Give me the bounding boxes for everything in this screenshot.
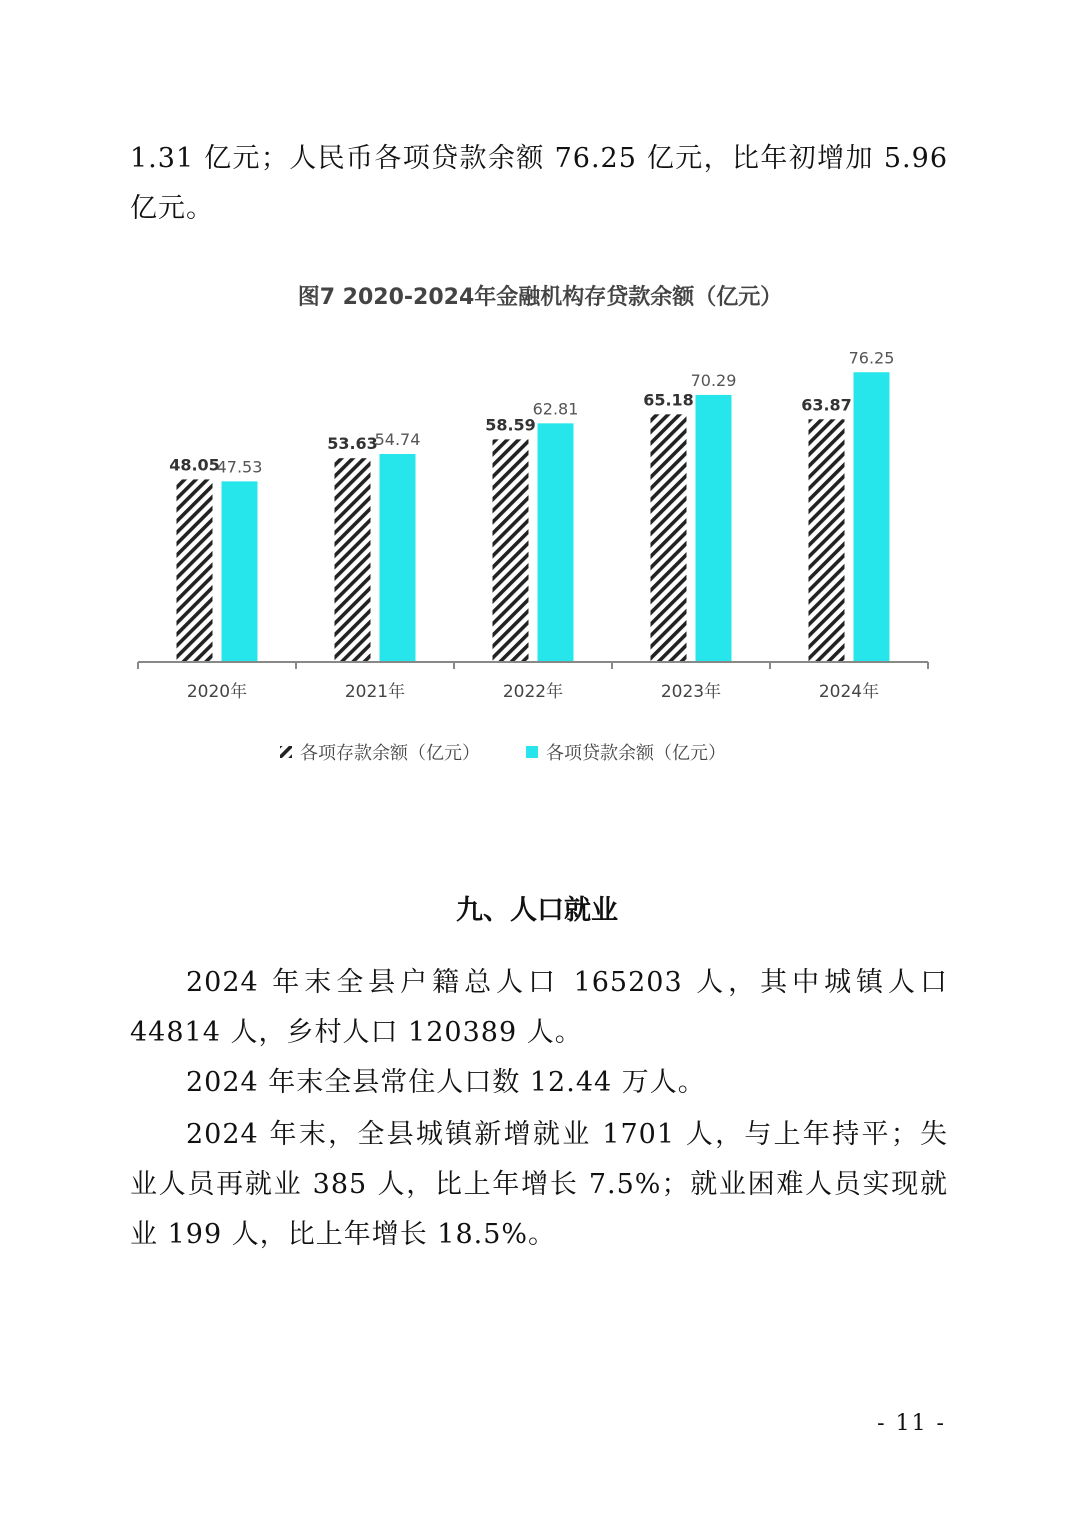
bar-loans xyxy=(222,481,258,662)
legend-label-deposits: 各项存款余额（亿元） xyxy=(300,743,480,764)
bar-deposits xyxy=(493,439,529,662)
bar-deposits xyxy=(809,419,845,662)
bar-deposits xyxy=(335,458,371,662)
paragraph-household-population: 2024 年末全县户籍总人口 165203 人，其中城镇人口 44814 人，乡村人口 120389 人。 xyxy=(130,967,948,1048)
legend-swatch-deposits xyxy=(280,746,292,758)
intro-paragraph: 1.31 亿元；人民币各项贷款余额 76.25 亿元，比年初增加 5.96 亿元。 xyxy=(130,143,948,224)
legend-label-loans: 各项贷款余额（亿元） xyxy=(546,743,726,764)
value-label-deposits: 63.87 xyxy=(801,395,852,415)
legend-swatch-loans xyxy=(526,746,538,758)
paragraph-resident-population: 2024 年末全县常住人口数 12.44 万人。 xyxy=(186,1067,706,1098)
bar-loans xyxy=(380,454,416,662)
value-label-deposits: 53.63 xyxy=(327,434,378,454)
page-number: - 11 - xyxy=(877,1411,946,1436)
x-tick-label: 2024年 xyxy=(818,682,880,702)
bar-deposits xyxy=(651,414,687,662)
x-tick-label: 2022年 xyxy=(502,682,564,702)
x-axis-ticks xyxy=(138,662,928,669)
bar-deposits xyxy=(177,479,213,662)
value-label-loans: 62.81 xyxy=(532,399,579,419)
value-label-deposits: 65.18 xyxy=(643,390,694,410)
paragraph-employment: 2024 年末，全县城镇新增就业 1701 人，与上年持平；失业人员再就业 385 人，比上年增长 7.5%；就业困难人员实现就业 199 人，比上年增长 18.5%。 xyxy=(130,1119,948,1250)
x-tick-label: 2021年 xyxy=(344,682,406,702)
section-title: 九、人口就业 xyxy=(456,895,618,926)
deposit-loan-bar-chart xyxy=(120,270,960,790)
bar-loans xyxy=(538,423,574,662)
value-label-loans: 47.53 xyxy=(216,457,263,477)
x-tick-label: 2023年 xyxy=(660,682,722,702)
bar-loans xyxy=(854,372,890,662)
value-label-deposits: 48.05 xyxy=(169,455,220,475)
chart-title: 图7 2020-2024年金融机构存贷款余额（亿元） xyxy=(297,285,783,310)
chart-value-labels xyxy=(169,348,894,476)
value-label-loans: 54.74 xyxy=(374,429,421,449)
bar-loans xyxy=(696,395,732,662)
x-axis-tick-labels xyxy=(187,681,879,702)
value-label-loans: 70.29 xyxy=(690,370,737,390)
chart-legend xyxy=(280,743,726,764)
value-label-deposits: 58.59 xyxy=(485,415,536,435)
value-label-loans: 76.25 xyxy=(848,348,895,368)
x-tick-label: 2020年 xyxy=(186,682,248,702)
